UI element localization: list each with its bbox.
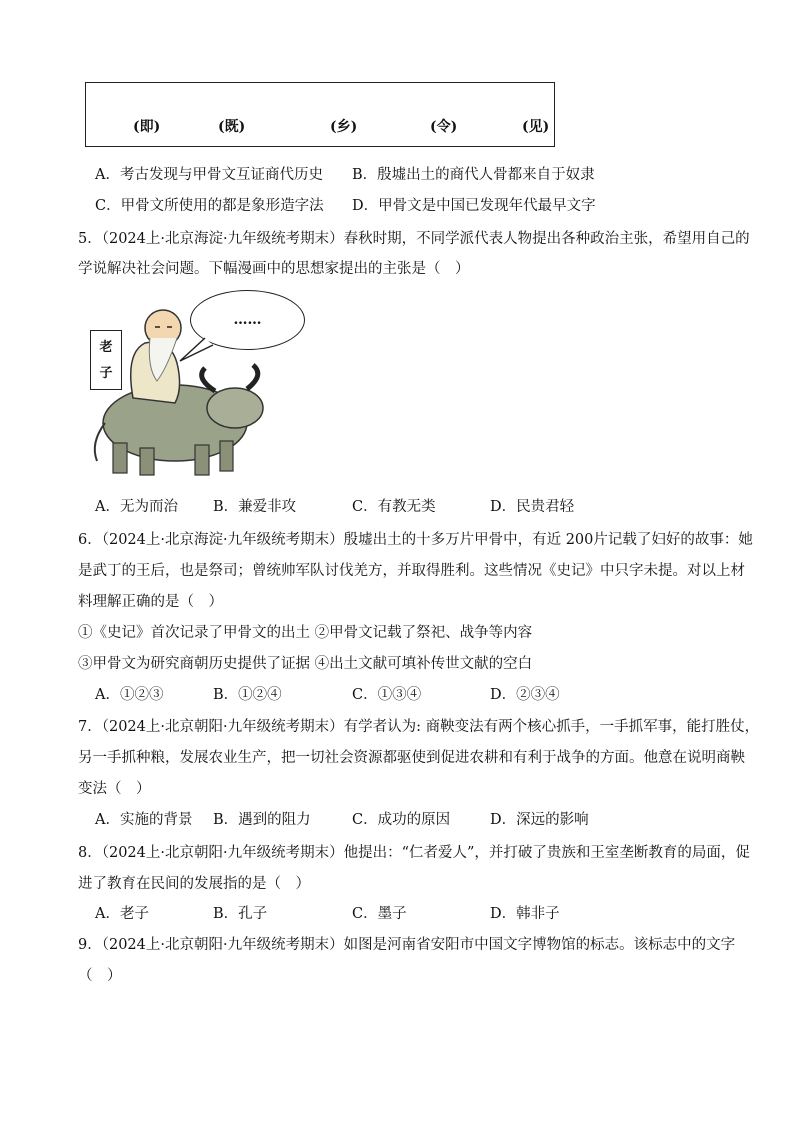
q6-stem-line3: 料理解正确的是（ ） xyxy=(78,594,223,610)
q9-stem-line1: 9．（2024上·北京朝阳·九年级统考期末）如图是河南省安阳市中国文字博物馆的标志。该标志中的文字 xyxy=(78,937,736,953)
q6-statements-1: ①《史记》首次记录了甲骨文的出土 ②甲骨文记载了祭祀、战争等内容 xyxy=(78,625,533,641)
q9-stem-line2: （ ） xyxy=(78,968,122,984)
speech-bubble-text: …… xyxy=(233,312,262,328)
q7-stem-line3: 变法（ ） xyxy=(78,781,151,797)
q7-stem-line1: 7．（2024上·北京朝阳·九年级统考期末）有学者认为: 商鞅变法有两个核心抓手，一手抓军事，能打胜仗， xyxy=(78,719,760,735)
q7-option-b: B．遇到的阻力 xyxy=(213,812,311,828)
glyph-label-ji2: (既) xyxy=(218,119,246,135)
oracle-glyph-strip xyxy=(85,82,555,147)
q6-option-c: C．①③④ xyxy=(352,687,422,703)
glyph-label-ling: (令) xyxy=(430,119,458,135)
q8-option-a: A．老子 xyxy=(95,906,149,922)
q5-option-b: B．兼爱非攻 xyxy=(213,499,297,515)
q5-stem-line2: 学说解决社会问题。下幅漫画中的思想家提出的主张是（ ） xyxy=(78,261,470,277)
q8-option-b: B．孔子 xyxy=(213,906,268,922)
q5-option-a: A．无为而治 xyxy=(95,499,178,515)
q6-stem-line2: 是武丁的王后，也是祭司；曾统帅军队讨伐羌方，并取得胜利。这些情况《史记》中只字未提。对以上材 xyxy=(78,563,745,579)
q4-option-a: A．考古发现与甲骨文互证商代历史 xyxy=(95,167,323,183)
q6-option-a: A．①②③ xyxy=(95,687,164,703)
glyph-label-ji: (即) xyxy=(133,119,161,135)
q8-option-d: D．韩非子 xyxy=(490,906,560,922)
q7-option-a: A．实施的背景 xyxy=(95,812,193,828)
q8-stem-line2: 进了教育在民间的发展指的是（ ） xyxy=(78,876,310,892)
q6-option-b: B．①②④ xyxy=(213,687,282,703)
q4-option-b: B．殷墟出土的商代人骨都来自于奴隶 xyxy=(352,167,595,183)
glyph-label-jian: (见) xyxy=(522,119,550,135)
q7-stem-line2: 另一手抓种粮，发展农业生产，把一切社会资源都驱使到促进农耕和有利于战争的方面。他意在说明商鞅 xyxy=(78,750,745,766)
q7-option-d: D．深远的影响 xyxy=(490,812,589,828)
q6-stem-line1: 6．（2024上·北京海淀·九年级统考期末）殷墟出土的十多万片甲骨中，有近 200片记载了妇好的故事：她 xyxy=(78,532,753,548)
laozi-sign-text: 老子 xyxy=(99,340,113,381)
glyph-label-xiang: (乡) xyxy=(330,119,358,135)
laozi-riding-ox-illustration xyxy=(85,283,315,483)
q5-option-c: C．有教无类 xyxy=(352,499,436,515)
q6-statements-2: ③甲骨文为研究商朝历史提供了证据 ④出土文献可填补传世文献的空白 xyxy=(78,656,533,672)
q8-option-c: C．墨子 xyxy=(352,906,407,922)
q8-stem-line1: 8．（2024上·北京朝阳·九年级统考期末）他提出：“仁者爱人”，并打破了贵族和王室垄断教育的局面，促 xyxy=(78,845,750,861)
q7-option-c: C．成功的原因 xyxy=(352,812,451,828)
q4-option-d: D．甲骨文是中国已发现年代最早文字 xyxy=(352,198,596,214)
q6-option-d: D．②③④ xyxy=(490,687,560,703)
q5-option-d: D．民贵君轻 xyxy=(490,499,575,515)
q5-stem-line1: 5．（2024上·北京海淀·九年级统考期末）春秋时期，不同学派代表人物提出各种政治主张，希望用自己的 xyxy=(78,231,750,247)
q4-option-c: C．甲骨文所使用的都是象形造字法 xyxy=(95,198,324,214)
